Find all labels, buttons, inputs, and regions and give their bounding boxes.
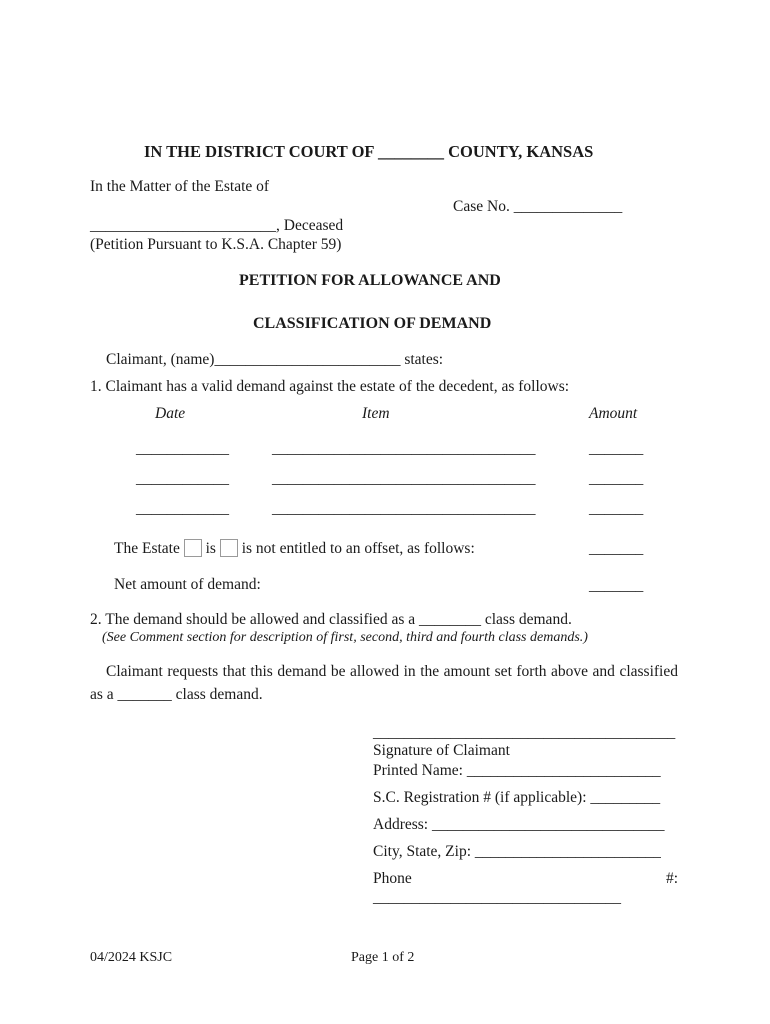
- petition-title-line1: PETITION FOR ALLOWANCE AND: [239, 272, 501, 289]
- demand-row-3-amount: _______: [589, 500, 644, 517]
- petition-title-line2: CLASSIFICATION OF DEMAND: [253, 315, 492, 332]
- demand-row-1-date: ____________: [136, 440, 229, 457]
- net-demand-label: Net amount of demand:: [114, 576, 261, 593]
- paragraph-1: 1. Claimant has a valid demand against the estate of the decedent, as follows:: [90, 378, 570, 395]
- deceased-line: ________________________, Deceased: [90, 217, 344, 234]
- statute-reference: (Petition Pursuant to K.S.A. Chapter 59): [90, 236, 342, 253]
- claimant-name-line: Claimant, (name)________________________ states:: [106, 351, 444, 368]
- demand-row-3-item: __________________________________: [272, 500, 536, 517]
- city-state-zip-field: City, State, Zip: ________________________: [373, 843, 661, 860]
- demand-row-2-date: ____________: [136, 470, 229, 487]
- demand-row-2-item: __________________________________: [272, 470, 536, 487]
- offset-statement: [114, 539, 475, 558]
- demand-row-1-item: __________________________________: [272, 440, 536, 457]
- offset-suffix: is not entitled to an offset, as follows:: [241, 540, 475, 557]
- page-number: Page 1 of 2: [351, 950, 415, 965]
- estate-is-checkbox[interactable]: [184, 539, 202, 557]
- phone-label: Phone: [373, 870, 412, 887]
- phone-number-label: #:: [665, 870, 678, 887]
- demand-row-2-amount: _______: [589, 470, 644, 487]
- estate-matter-line: In the Matter of the Estate of: [90, 178, 270, 195]
- court-title: IN THE DISTRICT COURT OF ________ COUNTY, KANSAS: [144, 142, 594, 161]
- phone-line: ________________________________: [373, 889, 621, 906]
- demand-row-3-date: ____________: [136, 500, 229, 517]
- form-code: 04/2024 KSJC: [90, 950, 173, 965]
- demand-row-1-amount: _______: [589, 440, 644, 457]
- offset-prefix: The Estate: [114, 540, 180, 557]
- phone-field: [373, 870, 678, 888]
- sc-registration-field: S.C. Registration # (if applicable): _________: [373, 789, 661, 806]
- paragraph-2: 2. The demand should be allowed and classified as a ________ class demand.: [90, 611, 572, 628]
- column-header-item: Item: [362, 405, 390, 422]
- estate-is-not-checkbox[interactable]: [220, 539, 238, 557]
- column-header-date: Date: [155, 405, 186, 422]
- printed-name-field: Printed Name: _________________________: [373, 762, 661, 779]
- net-demand-amount: _______: [589, 577, 644, 594]
- column-header-amount: Amount: [589, 405, 638, 422]
- case-number-field: Case No. ______________: [453, 198, 623, 215]
- signature-label: Signature of Claimant: [373, 742, 510, 759]
- offset-amount: _______: [589, 540, 644, 557]
- address-field: Address: ______________________________: [373, 816, 665, 833]
- signature-line: _______________________________________: [373, 724, 676, 741]
- class-comment-note: (See Comment section for description of first, second, third and fourth class demands.): [102, 630, 588, 645]
- offset-is-label: is: [205, 540, 216, 557]
- request-paragraph: Claimant requests that this demand be allowed in the amount set forth above and classified as a _______ class demand.: [90, 663, 678, 703]
